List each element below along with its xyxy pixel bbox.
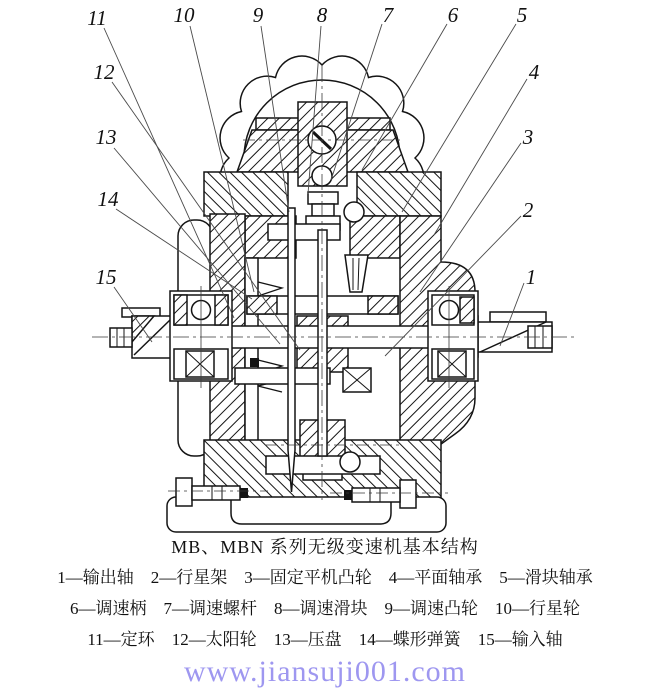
leader-line — [434, 79, 527, 235]
legend-row-3 — [0, 624, 650, 655]
legend-item: 8—调速滑块 — [274, 599, 368, 618]
lower-disc — [266, 456, 380, 474]
callout-3: 3 — [522, 125, 534, 149]
figure-title: MB、MBN 系列无级变速机基本结构 — [171, 537, 479, 557]
callout-12: 12 — [93, 60, 115, 84]
legend-row-2 — [0, 593, 650, 624]
input-shaft — [110, 308, 172, 358]
spring-seat-mark-lower — [250, 358, 259, 367]
adjust-screw-rod — [318, 230, 327, 456]
legend-row-1 — [0, 562, 650, 593]
legend-item: 11—定环 — [87, 630, 155, 649]
needle-pin — [288, 208, 295, 492]
callout-6: 6 — [447, 3, 459, 27]
legend-item: 3—固定平机凸轮 — [244, 568, 372, 587]
watermark-url: www.jiansuji001.com — [183, 655, 467, 688]
callout-13: 13 — [95, 125, 117, 149]
callout-10: 10 — [173, 3, 195, 27]
callout-14: 14 — [97, 187, 119, 211]
callout-5: 5 — [516, 3, 528, 27]
callout-8: 8 — [316, 3, 328, 27]
callout-4: 4 — [528, 60, 540, 84]
legend-item: 14—蝶形弹簧 — [358, 630, 461, 649]
legend-item: 7—调速螺杆 — [163, 599, 257, 618]
cam-follower-ball — [344, 202, 364, 222]
fixed-ring-plate — [245, 258, 258, 442]
legend-item: 4—平面轴承 — [388, 568, 483, 587]
legend-item: 2—行星架 — [150, 568, 228, 587]
callout-11: 11 — [87, 6, 107, 30]
legend-item: 9—调速凸轮 — [384, 599, 478, 618]
parts-legend — [0, 562, 650, 655]
callout-9: 9 — [252, 3, 264, 27]
leader-line — [402, 24, 516, 212]
legend-item: 13—压盘 — [273, 630, 342, 649]
legend-item: 15—输入轴 — [477, 630, 563, 649]
legend-item: 6—调速柄 — [70, 599, 147, 618]
callout-1: 1 — [525, 265, 537, 289]
pressure-plate — [235, 368, 330, 384]
legend-item: 10—行星轮 — [495, 599, 580, 618]
legend-item: 1—输出轴 — [57, 568, 134, 587]
callout-7: 7 — [382, 3, 394, 27]
callout-15: 15 — [95, 265, 117, 289]
legend-item: 5—滑块轴承 — [499, 568, 593, 587]
callout-2: 2 — [522, 198, 534, 222]
lower-cam-ball — [340, 452, 360, 472]
legend-item: 12—太阳轮 — [171, 630, 257, 649]
